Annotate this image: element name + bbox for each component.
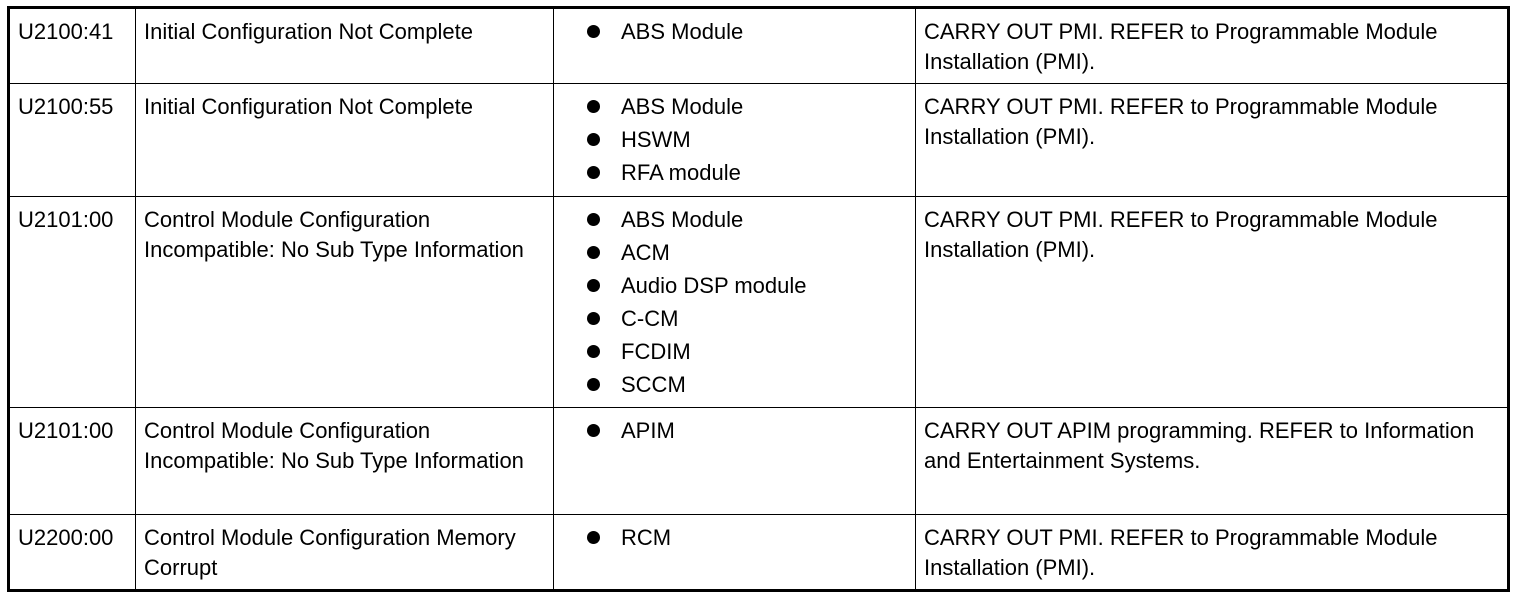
dtc-description-cell: Initial Configuration Not Complete: [136, 84, 554, 197]
module-name: ACM: [621, 240, 670, 265]
dtc-description-cell: Control Module Configuration Memory Corrupt: [136, 515, 554, 591]
bullet-dot-icon: [587, 100, 600, 113]
action-cell: CARRY OUT PMI. REFER to Programmable Module Installation (PMI).: [916, 515, 1509, 591]
module-name: C-CM: [621, 306, 679, 331]
dtc-description-cell: Initial Configuration Not Complete: [136, 8, 554, 84]
list-item: [587, 521, 907, 554]
module-name: HSWM: [621, 127, 691, 152]
dtc-description-cell: Control Module Configuration Incompatible: No Sub Type Information: [136, 197, 554, 408]
module-name: SCCM: [621, 372, 686, 397]
dtc-description-cell: Control Module Configuration Incompatible: No Sub Type Information: [136, 408, 554, 515]
table-row: [9, 515, 1509, 591]
bullet-dot-icon: [587, 531, 600, 544]
bullet-dot-icon: [587, 378, 600, 391]
dtc-table-wrapper: [7, 6, 1510, 592]
module-list-cell: [554, 515, 916, 591]
module-name: ABS Module: [621, 94, 744, 119]
action-cell: CARRY OUT PMI. REFER to Programmable Module Installation (PMI).: [916, 8, 1509, 84]
dtc-code-cell: U2100:41: [9, 8, 136, 84]
bullet-dot-icon: [587, 312, 600, 325]
module-name: ABS Module: [621, 207, 744, 232]
module-list-cell: [554, 8, 916, 84]
module-name: Audio DSP module: [621, 273, 807, 298]
bullet-dot-icon: [587, 133, 600, 146]
list-item: [587, 15, 907, 48]
list-item: [587, 269, 907, 302]
list-item: [587, 90, 907, 123]
module-list-cell: [554, 408, 916, 515]
module-name: FCDIM: [621, 339, 691, 364]
module-name: ABS Module: [621, 19, 744, 44]
dtc-code-cell: U2101:00: [9, 408, 136, 515]
module-list-cell: [554, 197, 916, 408]
bullet-dot-icon: [587, 166, 600, 179]
module-list: [562, 90, 907, 189]
action-cell: CARRY OUT APIM programming. REFER to Information and Entertainment Systems.: [916, 408, 1509, 515]
module-list: [562, 15, 907, 48]
table-row: [9, 408, 1509, 515]
module-name: RFA module: [621, 160, 741, 185]
module-name: RCM: [621, 525, 672, 550]
list-item: [587, 335, 907, 368]
module-name: APIM: [621, 418, 675, 443]
module-list: [562, 203, 907, 401]
bullet-dot-icon: [587, 246, 600, 259]
table-row: [9, 84, 1509, 197]
module-list-cell: [554, 84, 916, 197]
action-cell: CARRY OUT PMI. REFER to Programmable Module Installation (PMI).: [916, 84, 1509, 197]
dtc-code-cell: U2100:55: [9, 84, 136, 197]
module-list: [562, 414, 907, 447]
dtc-table: [7, 6, 1510, 592]
list-item: [587, 302, 907, 335]
module-list: [562, 521, 907, 554]
bullet-dot-icon: [587, 424, 600, 437]
table-row: [9, 8, 1509, 84]
bullet-dot-icon: [587, 213, 600, 226]
list-item: [587, 414, 907, 447]
list-item: [587, 368, 907, 401]
dtc-code-cell: U2101:00: [9, 197, 136, 408]
list-item: [587, 203, 907, 236]
list-item: [587, 156, 907, 189]
bullet-dot-icon: [587, 279, 600, 292]
table-row: [9, 197, 1509, 408]
list-item: [587, 123, 907, 156]
dtc-code-cell: U2200:00: [9, 515, 136, 591]
bullet-dot-icon: [587, 345, 600, 358]
bullet-dot-icon: [587, 25, 600, 38]
action-cell: CARRY OUT PMI. REFER to Programmable Module Installation (PMI).: [916, 197, 1509, 408]
list-item: [587, 236, 907, 269]
